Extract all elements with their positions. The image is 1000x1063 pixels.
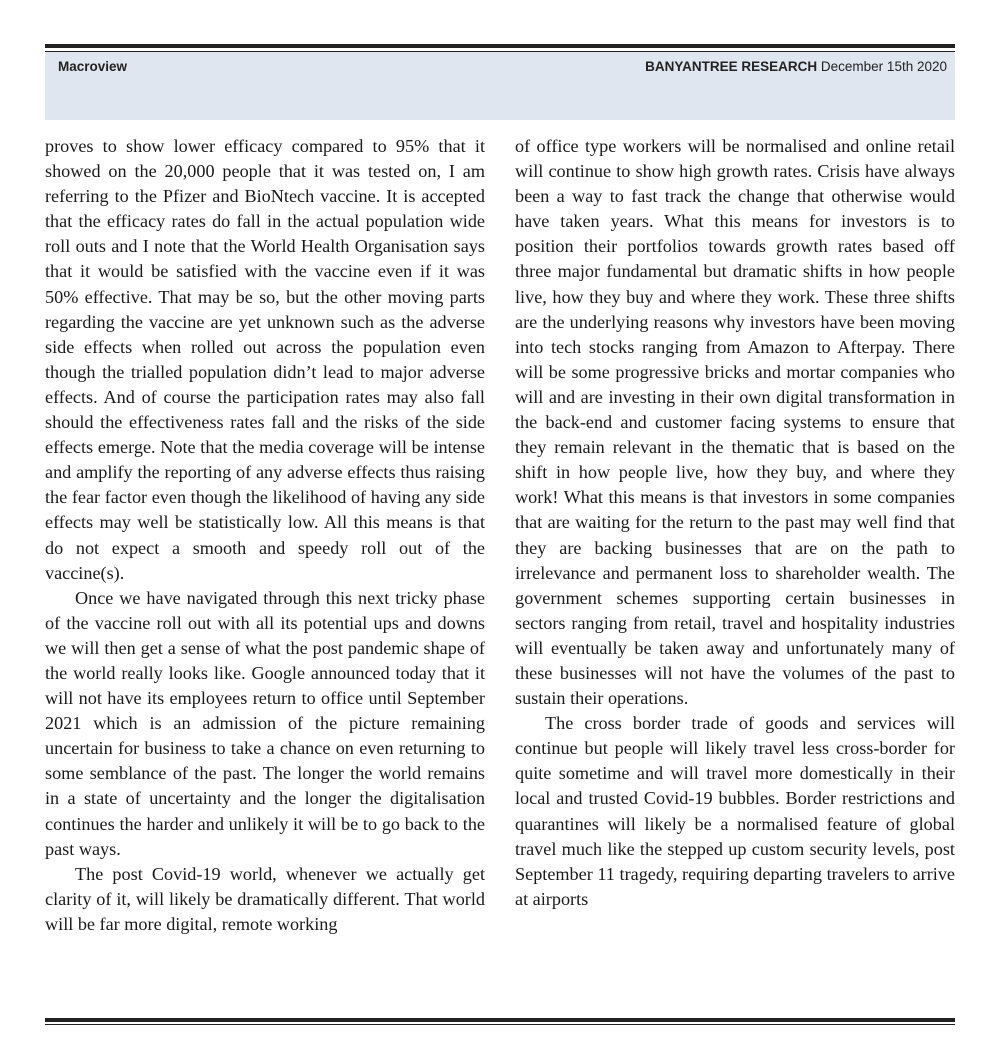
paragraph: The cross border trade of goods and services will continue but people will likely travel less cross-border for quite sometime and will travel more domestically in their local and trusted Covid-19 bubbles. Border restrictions and quarantines will likely be a normalised feature of global travel much like the stepped up custom security levels, post September 11 tragedy, requiring departing travelers to arrive at airports [515,713,955,909]
paragraph: The post Covid-19 world, whenever we actually get clarity of it, will likely be dramatically different. That world will be far more digital, remote working [45,863,485,934]
paragraph: of office type workers will be normalised and online retail will continue to show high growth rates. Crisis have always been a way to fast track the change that otherwise would have taken years. What this means for investors is to position their portfolios towards growth rates based off three major fundamental but dramatic shifts in how people live, how they buy and where they work. These three shifts are the underlying reasons why investors have been moving into tech stocks ranging from Amazon to Afterpay. There will be some progressive bricks and mortar companies who will and are investing in their own digital transformation in the back-end and customer facing systems to ensure that they remain relevant in the thematic that is based on the shift in how people live, how they buy, and where they work! What this means is that investors in some companies that are waiting for the return to the past may well find that they are backing businesses that are on the path to irrelevance and permanent loss to shareholder wealth. The government schemes supporting certain businesses in sectors ranging from retail, travel and hospitality industries will eventually be taken away and unfortunately many of these businesses will not have the volumes of the past to sustain their operations. [515,136,955,709]
page-header [45,52,955,120]
right-column [515,134,955,912]
bottom-rule-thin [45,1024,955,1025]
bottom-rule [45,1018,955,1022]
publication-date: December 15th 2020 [820,59,947,74]
organization-name: BANYANTREE RESEARCH [645,59,818,74]
top-rule [45,44,955,48]
paragraph: Once we have navigated through this next tricky phase of the vaccine roll out with all its potential ups and downs we will then get a sense of what the post pandemic shape of the world really looks like. Google announced today that it will not have its employees return to office until September 2021 which is an admission of the picture remaining uncertain for business to take a chance on even returning to some semblance of the past. The longer the world remains in a state of uncertainty and the longer the digitalisation continues the harder and unlikely it will be to go back to the past ways. [45,587,485,859]
left-column [45,134,485,937]
section-title: Macroview [58,59,128,74]
paragraph: proves to show lower efficacy compared to 95% that it showed on the 20,000 people that it was tested on, I am referring to the Pfizer and BioNtech vaccine. It is accepted that the efficacy rates do fall in the actual population wide roll outs and I note that the World Health Organisation says that it would be satisfied with the vaccine even if it was 50% effective. That may be so, but the other moving parts regarding the vaccine are yet unknown such as the adverse side effects when rolled out across the population even though the trialled population didn’t lead to major adverse effects. And of course the participation rates may also fall should the effectiveness rates fall and the risks of the side effects emerge. Note that the media coverage will be intense and amplify the reporting of any adverse effects thus raising the fear factor even though the likelihood of having any side effects may well be statistically low. All this means is that do not expect a smooth and speedy roll out of the vaccine(s). [45,136,485,583]
header-meta [645,59,947,74]
